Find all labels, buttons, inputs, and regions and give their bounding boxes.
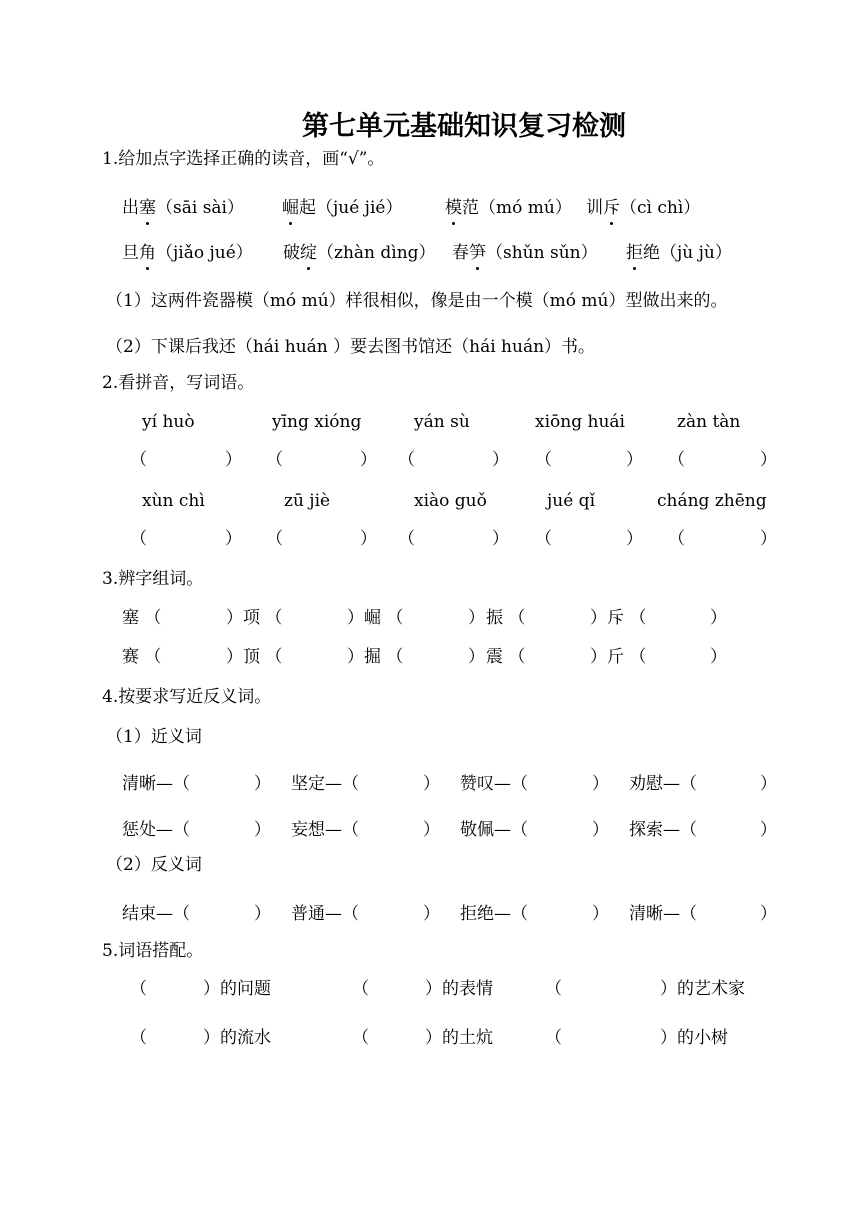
answer-bracket-open: （ bbox=[398, 450, 415, 470]
answer-bracket-close: ） bbox=[423, 820, 440, 840]
dotted-word-item bbox=[283, 242, 436, 264]
answer-bracket-open: （ bbox=[139, 608, 162, 628]
q2-heading: 2.看拼音，写词语。 bbox=[102, 373, 255, 393]
pinyin-prompt: yán sù bbox=[414, 412, 470, 432]
pinyin-prompt: zū jiè bbox=[284, 491, 331, 511]
answer-bracket-open: （ bbox=[352, 1028, 369, 1048]
dotted-char: 角 bbox=[139, 243, 156, 263]
answer-bracket-close: ） bbox=[254, 820, 271, 840]
pinyin-options: （zhàn dìng） bbox=[317, 243, 436, 263]
answer-bracket-close: ） bbox=[592, 774, 609, 794]
answer-bracket-close: ） bbox=[254, 904, 271, 924]
word-prompt: 探索—（ bbox=[629, 820, 697, 840]
word-char: 起 bbox=[299, 198, 316, 218]
answer-bracket-open: （ bbox=[266, 450, 283, 470]
pinyin-prompt: zàn tàn bbox=[677, 412, 741, 432]
char: 振 bbox=[486, 608, 503, 628]
word-prompt: 劝慰—（ bbox=[629, 774, 697, 794]
word-prompt: 坚定—（ bbox=[291, 774, 359, 794]
word-char: 训 bbox=[586, 198, 603, 218]
pinyin-options: （sāi sài） bbox=[156, 198, 244, 218]
word-prompt: 妄想—（ bbox=[291, 820, 359, 840]
q4-heading: 4.按要求写近反义词。 bbox=[102, 687, 272, 707]
word-prompt: 清晰—（ bbox=[122, 774, 190, 794]
dotted-char: 崛 bbox=[282, 198, 299, 218]
answer-bracket-close: ） bbox=[226, 608, 243, 628]
answer-bracket-close: ） bbox=[626, 529, 643, 549]
answer-bracket-open: （ bbox=[398, 529, 415, 549]
dotted-char: 模 bbox=[445, 198, 462, 218]
word-char: 范 bbox=[462, 198, 479, 218]
char: 塞 bbox=[122, 608, 139, 628]
phrase-suffix: ）的流水 bbox=[203, 1028, 271, 1048]
pinyin-prompt: jué qǐ bbox=[547, 491, 596, 511]
page-title: 第七单元基础知识复习检测 bbox=[302, 111, 626, 142]
answer-bracket-open: （ bbox=[668, 450, 685, 470]
answer-bracket-close: ） bbox=[590, 647, 607, 667]
answer-bracket-close: ） bbox=[225, 450, 242, 470]
word-prompt: 敬佩—（ bbox=[460, 820, 528, 840]
answer-bracket-close: ） bbox=[710, 608, 727, 628]
dotted-word-item bbox=[452, 242, 598, 264]
answer-bracket-close: ） bbox=[626, 450, 643, 470]
answer-bracket-open: （ bbox=[503, 608, 526, 628]
answer-bracket-close: ） bbox=[423, 904, 440, 924]
dotted-char: 绽 bbox=[300, 243, 317, 263]
word-char: 破 bbox=[283, 243, 300, 263]
answer-bracket-close: ） bbox=[468, 608, 485, 628]
char-prompt bbox=[364, 607, 403, 629]
char: 斥 bbox=[607, 608, 624, 628]
q3-heading: 3.辨字组词。 bbox=[102, 569, 204, 589]
answer-bracket-close: ） bbox=[760, 774, 777, 794]
char: 赛 bbox=[122, 647, 139, 667]
char-prompt bbox=[364, 646, 403, 668]
answer-bracket-close: ） bbox=[492, 529, 509, 549]
answer-bracket-close: ） bbox=[347, 608, 364, 628]
char-prompt bbox=[243, 646, 282, 668]
q1-sentence1: （1）这两件瓷器模（mó mú）样很相似，像是由一个模（mó mú）型做出来的。 bbox=[106, 291, 728, 311]
answer-bracket-open: （ bbox=[535, 450, 552, 470]
word-prompt: 普通—（ bbox=[291, 904, 359, 924]
answer-bracket-close: ） bbox=[590, 608, 607, 628]
char-prompt bbox=[122, 607, 161, 629]
word-prompt: 赞叹—（ bbox=[460, 774, 528, 794]
pinyin-options: （jué jié） bbox=[316, 198, 403, 218]
answer-bracket-open: （ bbox=[260, 608, 283, 628]
pinyin-options: （jiǎo jué） bbox=[156, 243, 253, 263]
word-char: 出 bbox=[122, 198, 139, 218]
pinyin-prompt: yí huò bbox=[142, 412, 195, 432]
char-prompt bbox=[607, 646, 646, 668]
answer-bracket-open: （ bbox=[381, 608, 404, 628]
q1-sentence2: （2）下课后我还（hái huán ）要去图书馆还（hái huán）书。 bbox=[106, 337, 596, 357]
answer-bracket-close: ） bbox=[760, 820, 777, 840]
q4-antonym-label: （2）反义词 bbox=[106, 855, 202, 875]
answer-bracket-close: ） bbox=[360, 450, 377, 470]
answer-bracket-open: （ bbox=[624, 608, 647, 628]
pinyin-prompt: xùn chì bbox=[142, 491, 205, 511]
dotted-word-item bbox=[282, 197, 402, 219]
answer-bracket-open: （ bbox=[266, 529, 283, 549]
word-prompt: 清晰—（ bbox=[629, 904, 697, 924]
char-prompt bbox=[243, 607, 282, 629]
dotted-word-item bbox=[586, 197, 700, 219]
q1-heading: 1.给加点字选择正确的读音，画“√”。 bbox=[102, 149, 385, 169]
phrase-suffix: ）的小树 bbox=[660, 1028, 728, 1048]
char-prompt bbox=[486, 607, 525, 629]
answer-bracket-close: ） bbox=[225, 529, 242, 549]
dotted-word-item bbox=[445, 197, 572, 219]
phrase-suffix: ）的表情 bbox=[425, 979, 493, 999]
dotted-word-item bbox=[626, 242, 732, 264]
answer-bracket-open: （ bbox=[535, 529, 552, 549]
word-char: 春 bbox=[452, 243, 469, 263]
answer-bracket-open: （ bbox=[668, 529, 685, 549]
answer-bracket-open: （ bbox=[260, 647, 283, 667]
answer-bracket-close: ） bbox=[760, 904, 777, 924]
pinyin-prompt: yīng xióng bbox=[272, 412, 362, 432]
answer-bracket-close: ） bbox=[254, 774, 271, 794]
answer-bracket-close: ） bbox=[347, 647, 364, 667]
char: 崛 bbox=[364, 608, 381, 628]
answer-bracket-open: （ bbox=[545, 1028, 562, 1048]
dotted-word-item bbox=[122, 197, 244, 219]
pinyin-options: （shǔn sǔn） bbox=[486, 243, 598, 263]
answer-bracket-open: （ bbox=[139, 647, 162, 667]
pinyin-options: （cì chì） bbox=[620, 198, 701, 218]
word-prompt: 结束—（ bbox=[122, 904, 190, 924]
answer-bracket-open: （ bbox=[503, 647, 526, 667]
answer-bracket-close: ） bbox=[492, 450, 509, 470]
phrase-suffix: ）的艺术家 bbox=[660, 979, 745, 999]
answer-bracket-open: （ bbox=[130, 450, 147, 470]
answer-bracket-open: （ bbox=[381, 647, 404, 667]
char: 项 bbox=[243, 608, 260, 628]
pinyin-options: （mó mú） bbox=[479, 198, 572, 218]
char: 震 bbox=[486, 647, 503, 667]
answer-bracket-open: （ bbox=[130, 1028, 147, 1048]
char-prompt bbox=[486, 646, 525, 668]
answer-bracket-close: ） bbox=[760, 529, 777, 549]
dotted-char: 斥 bbox=[603, 198, 620, 218]
q5-heading: 5.词语搭配。 bbox=[102, 941, 204, 961]
char-prompt bbox=[607, 607, 646, 629]
word-char: 绝 bbox=[643, 243, 660, 263]
pinyin-options: （jù jù） bbox=[660, 243, 732, 263]
answer-bracket-open: （ bbox=[624, 647, 647, 667]
answer-bracket-close: ） bbox=[468, 647, 485, 667]
pinyin-prompt: xiōng huái bbox=[535, 412, 625, 432]
answer-bracket-close: ） bbox=[592, 904, 609, 924]
answer-bracket-close: ） bbox=[760, 450, 777, 470]
answer-bracket-open: （ bbox=[130, 979, 147, 999]
pinyin-prompt: cháng zhēng bbox=[657, 491, 767, 511]
answer-bracket-open: （ bbox=[545, 979, 562, 999]
phrase-suffix: ）的土炕 bbox=[425, 1028, 493, 1048]
answer-bracket-close: ） bbox=[360, 529, 377, 549]
word-prompt: 拒绝—（ bbox=[460, 904, 528, 924]
dotted-char: 塞 bbox=[139, 198, 156, 218]
dotted-char: 拒 bbox=[626, 243, 643, 263]
answer-bracket-close: ） bbox=[226, 647, 243, 667]
char: 顶 bbox=[243, 647, 260, 667]
answer-bracket-close: ） bbox=[710, 647, 727, 667]
q4-synonym-label: （1）近义词 bbox=[106, 727, 202, 747]
answer-bracket-close: ） bbox=[423, 774, 440, 794]
answer-bracket-close: ） bbox=[592, 820, 609, 840]
dotted-word-item bbox=[122, 242, 253, 264]
dotted-char: 笋 bbox=[469, 243, 486, 263]
word-prompt: 惩处—（ bbox=[122, 820, 190, 840]
char: 掘 bbox=[364, 647, 381, 667]
answer-bracket-open: （ bbox=[130, 529, 147, 549]
answer-bracket-open: （ bbox=[352, 979, 369, 999]
pinyin-prompt: xiào guǒ bbox=[414, 491, 487, 511]
char: 斤 bbox=[607, 647, 624, 667]
word-char: 旦 bbox=[122, 243, 139, 263]
phrase-suffix: ）的问题 bbox=[203, 979, 271, 999]
char-prompt bbox=[122, 646, 161, 668]
